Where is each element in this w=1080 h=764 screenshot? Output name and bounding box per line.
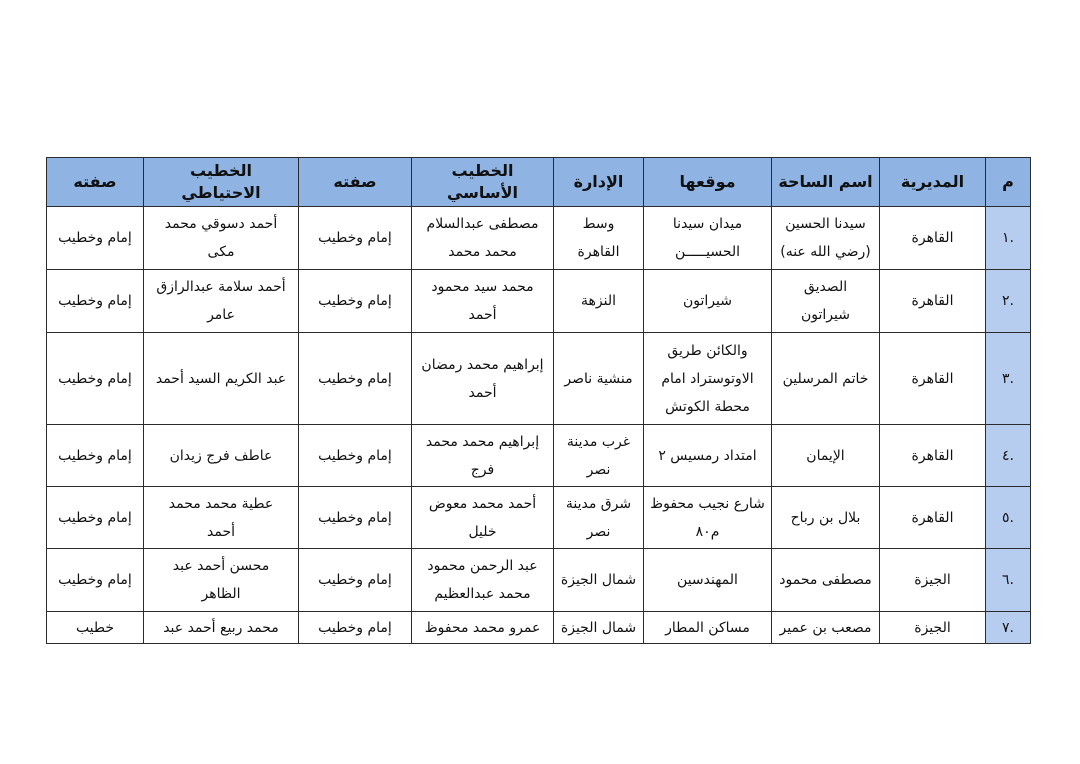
- square-cell: [772, 549, 880, 612]
- main-preacher-line: أحمد محمد معوض: [428, 495, 537, 512]
- backup-role-cell: إمام وخطيب: [47, 425, 144, 487]
- backup-preacher-cell: [144, 487, 299, 549]
- location-line: شيراتون: [683, 293, 732, 309]
- location-cell: [644, 270, 772, 333]
- location-line: محطة الكوتش: [665, 398, 750, 415]
- administration-cell: وسط القاهرة: [554, 207, 644, 270]
- administration-cell: النزهة: [554, 270, 644, 333]
- backup-preacher-line: عطية محمد محمد: [168, 495, 274, 512]
- header-administration: الإدارة: [554, 158, 644, 207]
- main-preacher-cell: [412, 487, 554, 549]
- main-preacher-cell: [412, 207, 554, 270]
- backup-role-cell: إمام وخطيب: [47, 549, 144, 612]
- backup-preacher-line: أحمد دسوقي محمد: [164, 216, 278, 232]
- square-line: مصطفى محمود: [779, 572, 872, 588]
- administration-cell: منشية ناصر: [554, 333, 644, 425]
- header-directorate: المديرية: [880, 158, 986, 207]
- row-number: .٦: [986, 549, 1031, 612]
- backup-role-cell: خطيب: [47, 612, 144, 644]
- header-row: [47, 158, 1031, 207]
- main-preacher-line: إبراهيم محمد رمضان: [421, 356, 544, 373]
- table-row: [47, 487, 1031, 549]
- backup-preacher-line: الظاهر: [201, 586, 241, 602]
- backup-role-cell: إمام وخطيب: [47, 333, 144, 425]
- main-preacher-line: محمد عبدالعظيم: [434, 586, 531, 602]
- row-number: .٢: [986, 270, 1031, 333]
- location-cell: [644, 549, 772, 612]
- row-number: .٤: [986, 425, 1031, 487]
- administration-cell: شمال الجيزة: [554, 549, 644, 612]
- square-cell: [772, 612, 880, 644]
- backup-preacher-cell: [144, 207, 299, 270]
- location-line: مساكن المطار: [665, 619, 750, 636]
- main-preacher-line: إبراهيم محمد محمد: [425, 433, 540, 450]
- backup-preacher-line: أحمد سلامة عبدالرازق: [156, 279, 286, 295]
- main-preacher-line: أحمد: [468, 307, 497, 323]
- main-preacher-line: عمرو محمد محفوظ: [424, 619, 541, 636]
- header-square: اسم الساحة: [772, 158, 880, 207]
- main-role-cell: إمام وخطيب: [299, 612, 412, 644]
- row-number: .٣: [986, 333, 1031, 425]
- location-line: شارع نجيب محفوظ: [650, 495, 765, 512]
- table-row: [47, 612, 1031, 644]
- square-line: (رضي الله عنه): [780, 244, 871, 260]
- header-backup-role: صفته: [47, 158, 144, 207]
- square-cell: [772, 487, 880, 549]
- main-role-cell: إمام وخطيب: [299, 549, 412, 612]
- main-preacher-cell: [412, 270, 554, 333]
- square-line: الإيمان: [806, 447, 845, 464]
- square-cell: [772, 425, 880, 487]
- header-backup-preacher: الخطيب الاحتياطي: [144, 158, 299, 207]
- backup-preacher-line: مكى: [207, 244, 235, 260]
- backup-preacher-line: أحمد: [207, 523, 235, 540]
- directorate-cell: القاهرة: [880, 270, 986, 333]
- directorate-cell: القاهرة: [880, 425, 986, 487]
- backup-preacher-line: عاطف فرج زيدان: [169, 447, 273, 464]
- main-preacher-cell: [412, 333, 554, 425]
- preachers-table: [46, 157, 1031, 644]
- directorate-cell: القاهرة: [880, 487, 986, 549]
- location-cell: [644, 487, 772, 549]
- row-number: .١: [986, 207, 1031, 270]
- backup-role-cell: إمام وخطيب: [47, 207, 144, 270]
- location-line: المهندسين: [677, 572, 738, 588]
- row-number: .٧: [986, 612, 1031, 644]
- location-cell: [644, 333, 772, 425]
- location-cell: [644, 425, 772, 487]
- main-preacher-line: فرج: [470, 461, 495, 478]
- square-line: مصعب بن عمير: [779, 619, 872, 636]
- backup-preacher-cell: [144, 612, 299, 644]
- square-line: خاتم المرسلين: [782, 370, 869, 387]
- backup-role-cell: إمام وخطيب: [47, 487, 144, 549]
- main-preacher-line: مصطفى عبدالسلام: [426, 216, 539, 232]
- header-main-role: صفته: [299, 158, 412, 207]
- square-line: الصديق: [803, 279, 848, 295]
- square-line: شيراتون: [801, 307, 850, 323]
- main-preacher-line: خليل: [468, 523, 497, 540]
- table-row: [47, 425, 1031, 487]
- table-row: [47, 549, 1031, 612]
- backup-preacher-line: محمد ربيع أحمد عبد: [163, 619, 279, 636]
- main-role-cell: إمام وخطيب: [299, 207, 412, 270]
- main-preacher-line: محمد سيد محمود: [431, 279, 534, 295]
- square-cell: [772, 333, 880, 425]
- main-preacher-line: أحمد: [468, 384, 497, 401]
- location-line: والكائن طريق: [667, 342, 748, 359]
- table-row: [47, 270, 1031, 333]
- document-page: [46, 157, 1030, 644]
- location-line: الاوتوستراد امام: [661, 370, 754, 387]
- header-num: م: [986, 158, 1031, 207]
- main-preacher-line: محمد محمد: [448, 244, 517, 260]
- main-preacher-line: عبد الرحمن محمود: [427, 558, 538, 574]
- backup-preacher-cell: [144, 549, 299, 612]
- main-preacher-cell: [412, 612, 554, 644]
- main-preacher-cell: [412, 549, 554, 612]
- square-line: سيدنا الحسين: [785, 216, 866, 232]
- main-preacher-cell: [412, 425, 554, 487]
- location-line: م٨٠: [695, 523, 720, 540]
- location-cell: [644, 612, 772, 644]
- directorate-cell: القاهرة: [880, 333, 986, 425]
- backup-preacher-cell: [144, 333, 299, 425]
- square-line: بلال بن رباح: [790, 509, 861, 526]
- backup-preacher-line: محسن أحمد عبد: [172, 558, 270, 574]
- square-cell: [772, 270, 880, 333]
- main-role-cell: إمام وخطيب: [299, 425, 412, 487]
- backup-preacher-cell: [144, 270, 299, 333]
- table-row: [47, 333, 1031, 425]
- square-cell: [772, 207, 880, 270]
- backup-role-cell: إمام وخطيب: [47, 270, 144, 333]
- administration-cell: غرب مدينة نصر: [554, 425, 644, 487]
- header-main-preacher: الخطيب الأساسي: [412, 158, 554, 207]
- administration-cell: شمال الجيزة: [554, 612, 644, 644]
- row-number: .٥: [986, 487, 1031, 549]
- main-role-cell: إمام وخطيب: [299, 487, 412, 549]
- location-cell: [644, 207, 772, 270]
- directorate-cell: القاهرة: [880, 207, 986, 270]
- backup-preacher-cell: [144, 425, 299, 487]
- directorate-cell: الجيزة: [880, 612, 986, 644]
- directorate-cell: الجيزة: [880, 549, 986, 612]
- location-line: امتداد رمسيس ٢: [658, 447, 757, 464]
- main-role-cell: إمام وخطيب: [299, 333, 412, 425]
- header-location: موقعها: [644, 158, 772, 207]
- main-role-cell: إمام وخطيب: [299, 270, 412, 333]
- backup-preacher-line: عامر: [207, 307, 235, 323]
- administration-cell: شرق مدينة نصر: [554, 487, 644, 549]
- location-line: ميدان سيدنا: [672, 216, 743, 232]
- table-row: [47, 207, 1031, 270]
- backup-preacher-line: عبد الكريم السيد أحمد: [155, 370, 287, 387]
- location-line: الحسيـــــن: [674, 244, 741, 260]
